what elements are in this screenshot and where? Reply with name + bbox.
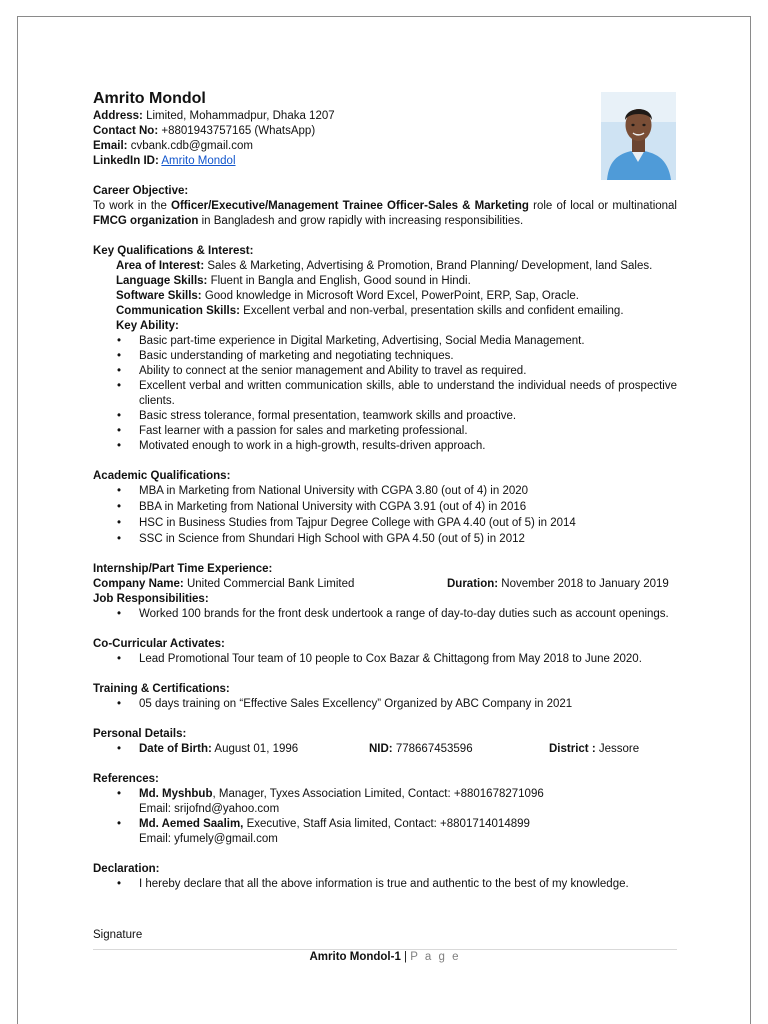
key-qualifications-section: [93, 244, 677, 454]
contact-label: Contact No:: [93, 125, 159, 137]
reference-email: Email: yfumely@gmail.com: [139, 833, 278, 845]
list-item: • I hereby declare that all the above information is true and authentic to the best of my knowledge.: [93, 877, 677, 892]
contact-line: [93, 124, 677, 139]
nid-value: 778667453596: [392, 743, 473, 755]
academic-heading: Academic Qualifications:: [93, 470, 231, 482]
duration-label: Duration:: [447, 578, 499, 590]
training-list: [93, 697, 677, 712]
district-field: [549, 742, 639, 757]
qualification-item: [93, 304, 677, 319]
key-ability-list: [93, 334, 677, 454]
linkedin-line: [93, 154, 677, 169]
email-line: [93, 139, 677, 154]
address-line: [93, 109, 677, 124]
list-item: • SSC in Science from Shundari High School with GPA 4.50 (out of 5) in 2012: [93, 532, 677, 547]
qualification-value: Good knowledge in Microsoft Word Excel, PowerPoint, ERP, Sap, Oracle.: [201, 290, 579, 302]
key-qualifications-heading: Key Qualifications & Interest:: [93, 245, 254, 257]
reference-name: Md. Aemed Saalim,: [139, 818, 244, 830]
list-item: [93, 787, 677, 817]
internship-section: [93, 562, 677, 622]
contact-value: +8801943757165 (WhatsApp): [161, 125, 316, 137]
linkedin-link[interactable]: Amrito Mondol: [161, 155, 236, 167]
cocurricular-list: [93, 652, 677, 667]
personal-details-row: [139, 742, 677, 757]
list-item: • Worked 100 brands for the front desk undertook a range of day-to-day duties such as account openings.: [93, 607, 677, 622]
list-item: • Ability to connect at the senior management and Ability to travel as required.: [93, 364, 677, 379]
email-label: Email:: [93, 140, 128, 152]
list-item: [93, 817, 677, 847]
declaration-heading: Declaration:: [93, 863, 160, 875]
training-section: [93, 682, 677, 712]
qualification-value: Excellent verbal and non-verbal, presentation skills and confident emailing.: [239, 305, 624, 317]
reference-email: Email: srijofnd@yahoo.com: [139, 803, 280, 815]
objective-org: FMCG organization: [93, 215, 199, 227]
linkedin-label: LinkedIn ID:: [93, 155, 159, 167]
email-value: cvbank.cdb@gmail.com: [130, 140, 253, 152]
candidate-name: Amrito Mondol: [93, 90, 206, 107]
cocurricular-heading: Co-Curricular Activates:: [93, 638, 225, 650]
dob-field: [139, 742, 369, 757]
footer-separator: |: [400, 951, 411, 963]
reference-detail: , Manager, Tyxes Association Limited, Contact: +8801678271096: [212, 788, 544, 800]
district-value: Jessore: [595, 743, 640, 755]
declaration-section: [93, 862, 677, 892]
footer-name: Amrito Mondol-1: [309, 951, 401, 963]
objective-text-part: To work in the: [93, 200, 172, 212]
duration-value: November 2018 to January 2019: [498, 578, 669, 590]
internship-heading: Internship/Part Time Experience:: [93, 563, 273, 575]
references-list: [93, 787, 677, 847]
reference-detail: Executive, Staff Asia limited, Contact: +8801714014899: [243, 818, 530, 830]
list-item: • Excellent verbal and written communication skills, able to understand the individual needs of prospective clients.: [93, 379, 677, 409]
personal-details-section: [93, 727, 677, 757]
personal-details-list: [93, 742, 677, 757]
objective-role: Officer/Executive/Management Trainee Officer-Sales & Marketing: [171, 200, 529, 212]
district-label: District :: [549, 743, 596, 755]
nid-label: NID:: [369, 743, 393, 755]
company-name-field: [93, 577, 447, 592]
list-item: • Basic understanding of marketing and negotiating techniques.: [93, 349, 677, 364]
list-item: [93, 742, 677, 757]
page-footer: [18, 951, 752, 963]
footer-divider: [93, 949, 677, 950]
qualification-label: Area of Interest:: [116, 260, 205, 272]
address-value: Limited, Mohammadpur, Dhaka 1207: [146, 110, 335, 122]
qualification-label: Software Skills:: [116, 290, 202, 302]
qualification-label: Communication Skills:: [116, 305, 240, 317]
signature-label: Signature: [93, 929, 143, 941]
training-heading: Training & Certifications:: [93, 683, 230, 695]
dob-label: Date of Birth:: [139, 743, 212, 755]
list-item: • HSC in Business Studies from Tajpur Degree College with GPA 4.40 (out of 5) in 2014: [93, 516, 677, 531]
document-page: [17, 16, 751, 1024]
key-ability-heading: Key Ability:: [116, 320, 179, 332]
career-objective-heading: Career Objective:: [93, 185, 189, 197]
reference-name: Md. Myshbub: [139, 788, 213, 800]
objective-text-part: role of local or multinational: [528, 200, 677, 212]
qualification-item: [93, 289, 677, 304]
job-responsibilities-list: [93, 607, 677, 622]
career-objective-section: [93, 184, 677, 229]
nid-field: [369, 742, 549, 757]
list-item: • Basic stress tolerance, formal presentation, teamwork skills and proactive.: [93, 409, 677, 424]
qualification-value: Sales & Marketing, Advertising & Promotion, Brand Planning/ Development, land Sales.: [204, 260, 653, 272]
reference-line: [139, 787, 677, 802]
list-item: • Basic part-time experience in Digital Marketing, Advertising, Social Media Management.: [93, 334, 677, 349]
qualification-value: Fluent in Bangla and English, Good sound in Hindi.: [207, 275, 471, 287]
qualification-label: Language Skills:: [116, 275, 208, 287]
list-item: • Fast learner with a passion for sales and marketing professional.: [93, 424, 677, 439]
duration-field: [447, 577, 669, 592]
list-item: • MBA in Marketing from National University with CGPA 3.80 (out of 4) in 2020: [93, 484, 677, 499]
address-label: Address:: [93, 110, 143, 122]
academic-section: [93, 469, 677, 547]
personal-details-heading: Personal Details:: [93, 728, 187, 740]
reference-line: [139, 817, 677, 832]
career-objective-text: [93, 199, 677, 229]
qualification-item: [93, 259, 677, 274]
academic-list: [93, 484, 677, 547]
list-item: • BBA in Marketing from National University with CGPA 3.91 (out of 4) in 2016: [93, 500, 677, 515]
cocurricular-section: [93, 637, 677, 667]
job-responsibilities-heading: Job Responsibilities:: [93, 593, 209, 605]
resume-content: [93, 89, 677, 943]
qualification-item: [93, 274, 677, 289]
objective-text-part: in Bangladesh and grow rapidly with increasing responsibilities.: [198, 215, 524, 227]
references-heading: References:: [93, 773, 159, 785]
dob-value: August 01, 1996: [211, 743, 299, 755]
declaration-list: [93, 877, 677, 892]
list-item: • Lead Promotional Tour team of 10 people to Cox Bazar & Chittagong from May 2018 to June 2020.: [93, 652, 677, 667]
footer-page-label: P a g e: [410, 951, 461, 963]
company-name-label: Company Name:: [93, 578, 184, 590]
company-line: [93, 577, 677, 592]
list-item: • Motivated enough to work in a high-growth, results-driven approach.: [93, 439, 677, 454]
references-section: [93, 772, 677, 847]
company-name-value: United Commercial Bank Limited: [183, 578, 355, 590]
list-item: • 05 days training on “Effective Sales Excellency” Organized by ABC Company in 2021: [93, 697, 677, 712]
